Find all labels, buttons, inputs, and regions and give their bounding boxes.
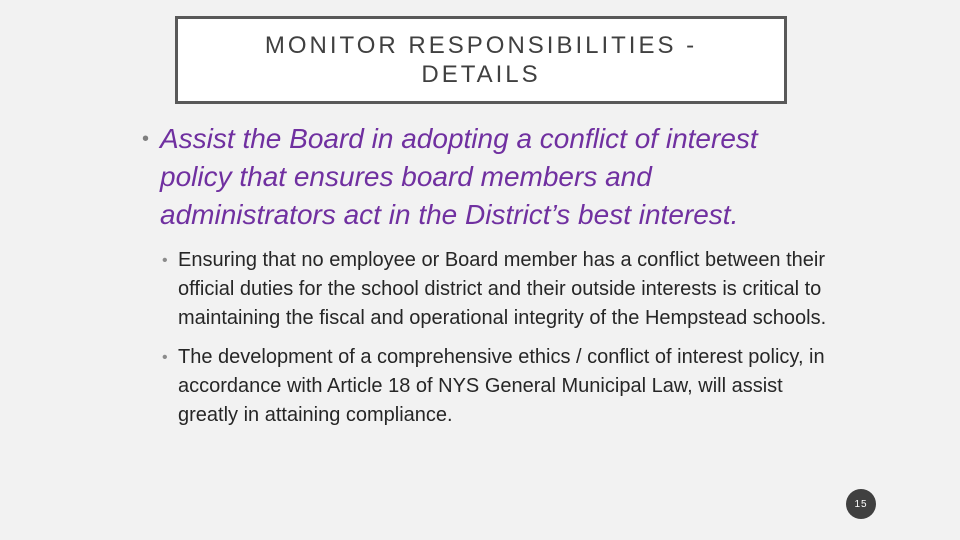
slide-title: MONITOR RESPONSIBILITIES - DETAILS <box>264 32 698 88</box>
title-box <box>175 16 787 104</box>
sub-bullet <box>162 343 828 430</box>
bullet-dot-icon: • <box>162 252 168 269</box>
sub-bullet-text: Ensuring that no employee or Board member has a conflict between their official duties for the school district and their outside interests is critical to maintaining the fiscal and operational integrity of the Hempstead schools. <box>178 249 827 329</box>
page-number-badge: 15 <box>846 489 876 519</box>
main-bullet-text: Assist the Board in adopting a conflict of interest policy that ensures board members and administrators act in the District’s best interest. <box>160 123 758 230</box>
sub-bullet <box>162 246 828 333</box>
sub-bullet-text: The development of a comprehensive ethics / conflict of interest policy, in accordance with Article 18 of NYS General Municipal Law, will assist greatly in attaining compliance. <box>178 346 825 426</box>
bullet-dot-icon: • <box>142 128 150 150</box>
main-bullet <box>142 120 800 234</box>
sub-bullet-list <box>162 246 842 430</box>
slide-content <box>142 120 842 440</box>
bullet-dot-icon: • <box>162 349 168 366</box>
